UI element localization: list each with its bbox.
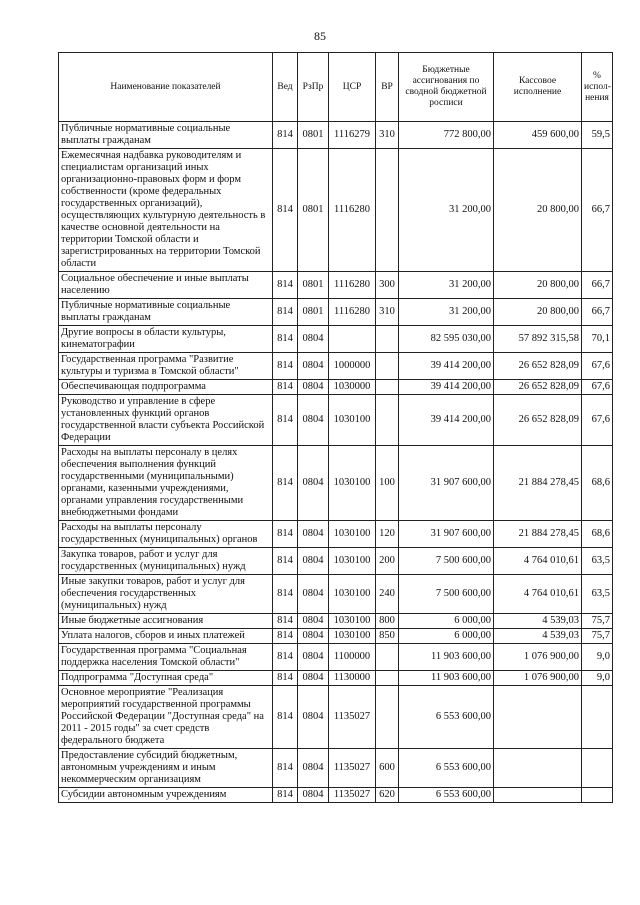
cell-vr: 240 [376,575,399,614]
table-row [59,380,613,395]
cell-csr: 1100000 [329,644,376,671]
header-pct: % испол-нения [582,53,613,122]
cell-vr [376,686,399,749]
table-row [59,788,613,803]
header-budget: Бюджетные ассигнования по сводной бюджетной росписи [399,53,494,122]
cell-pct: 67,6 [582,353,613,380]
cell-cash: 26 652 828,09 [494,380,582,395]
page-number: 85 [314,29,326,43]
cell-rzpr: 0804 [298,380,329,395]
table-row [59,749,613,788]
cell-name: Социальное обеспечение и иные выплаты населению [59,272,273,299]
cell-pct: 75,7 [582,614,613,629]
cell-cash: 20 800,00 [494,149,582,272]
cell-csr: 1030100 [329,446,376,521]
table-row [59,614,613,629]
cell-csr: 1116279 [329,122,376,149]
cell-name: Публичные нормативные социальные выплаты гражданам [59,299,273,326]
cell-ved: 814 [273,671,298,686]
table-row [59,629,613,644]
table-row [59,272,613,299]
cell-cash: 4 764 010,61 [494,548,582,575]
cell-name: Публичные нормативные социальные выплаты гражданам [59,122,273,149]
table-row [59,395,613,446]
cell-rzpr: 0801 [298,149,329,272]
cell-csr: 1135027 [329,788,376,803]
cell-budget: 31 200,00 [399,299,494,326]
cell-ved: 814 [273,521,298,548]
cell-csr: 1030000 [329,380,376,395]
cell-vr: 200 [376,548,399,575]
cell-ved: 814 [273,749,298,788]
cell-rzpr: 0804 [298,353,329,380]
cell-pct: 68,6 [582,521,613,548]
table-row [59,575,613,614]
cell-cash: 20 800,00 [494,272,582,299]
cell-csr: 1000000 [329,353,376,380]
cell-name: Расходы на выплаты персоналу в целях обеспечения выполнения функций государственными (муниципальными) органами, казенными учреждениями, органами управления государственными внебюджетными фондами [59,446,273,521]
cell-budget: 6 553 600,00 [399,686,494,749]
cell-vr: 310 [376,122,399,149]
cell-vr: 850 [376,629,399,644]
header-rzpr: РзПр [298,53,329,122]
cell-name: Уплата налогов, сборов и иных платежей [59,629,273,644]
cell-pct: 9,0 [582,671,613,686]
table-row [59,644,613,671]
cell-rzpr: 0804 [298,548,329,575]
cell-rzpr: 0804 [298,788,329,803]
table-row [59,548,613,575]
cell-vr [376,395,399,446]
cell-ved: 814 [273,788,298,803]
cell-vr: 100 [376,446,399,521]
header-cash: Кассовое исполнение [494,53,582,122]
cell-csr: 1116280 [329,272,376,299]
cell-rzpr: 0804 [298,326,329,353]
table-row [59,686,613,749]
cell-cash: 21 884 278,45 [494,521,582,548]
table-row [59,671,613,686]
cell-ved: 814 [273,629,298,644]
cell-vr: 300 [376,272,399,299]
cell-ved: 814 [273,644,298,671]
header-name: Наименование показателей [59,53,273,122]
cell-cash: 4 539,03 [494,614,582,629]
cell-budget: 31 907 600,00 [399,521,494,548]
cell-vr: 800 [376,614,399,629]
cell-pct: 59,5 [582,122,613,149]
cell-budget: 39 414 200,00 [399,395,494,446]
cell-cash: 21 884 278,45 [494,446,582,521]
cell-name: Государственная программа "Развитие культуры и туризма в Томской области" [59,353,273,380]
cell-rzpr: 0804 [298,686,329,749]
table-row [59,446,613,521]
table-row [59,326,613,353]
cell-ved: 814 [273,272,298,299]
cell-vr [376,353,399,380]
header-vr: ВР [376,53,399,122]
cell-ved: 814 [273,122,298,149]
cell-name: Расходы на выплаты персоналу государственных (муниципальных) органов [59,521,273,548]
cell-budget: 6 553 600,00 [399,749,494,788]
cell-rzpr: 0801 [298,122,329,149]
cell-csr: 1030100 [329,629,376,644]
cell-pct: 75,7 [582,629,613,644]
cell-pct: 63,5 [582,548,613,575]
cell-name: Руководство и управление в сфере установленных функций органов государственной власти субъекта Российской Федерации [59,395,273,446]
cell-vr [376,326,399,353]
cell-pct: 70,1 [582,326,613,353]
cell-csr: 1116280 [329,299,376,326]
cell-vr [376,671,399,686]
cell-ved: 814 [273,380,298,395]
cell-vr [376,149,399,272]
cell-cash: 4 764 010,61 [494,575,582,614]
cell-cash: 4 539,03 [494,629,582,644]
cell-vr: 620 [376,788,399,803]
cell-rzpr: 0804 [298,671,329,686]
cell-cash [494,749,582,788]
cell-ved: 814 [273,686,298,749]
cell-budget: 772 800,00 [399,122,494,149]
cell-csr: 1135027 [329,686,376,749]
cell-csr [329,326,376,353]
cell-name: Другие вопросы в области культуры, кинематографии [59,326,273,353]
cell-budget: 6 000,00 [399,629,494,644]
cell-budget: 31 907 600,00 [399,446,494,521]
cell-rzpr: 0804 [298,614,329,629]
cell-pct [582,686,613,749]
cell-name: Подпрограмма "Доступная среда" [59,671,273,686]
cell-pct: 67,6 [582,380,613,395]
cell-cash: 26 652 828,09 [494,395,582,446]
cell-vr: 600 [376,749,399,788]
cell-ved: 814 [273,149,298,272]
cell-cash: 459 600,00 [494,122,582,149]
table-row [59,353,613,380]
table-row [59,149,613,272]
table-row [59,299,613,326]
cell-cash [494,686,582,749]
cell-vr: 120 [376,521,399,548]
cell-name: Субсидии автономным учреждениям [59,788,273,803]
cell-cash: 26 652 828,09 [494,353,582,380]
cell-pct: 63,5 [582,575,613,614]
cell-budget: 11 903 600,00 [399,671,494,686]
cell-budget: 6 000,00 [399,614,494,629]
cell-vr [376,644,399,671]
cell-budget: 6 553 600,00 [399,788,494,803]
cell-rzpr: 0804 [298,644,329,671]
cell-budget: 7 500 600,00 [399,575,494,614]
cell-rzpr: 0804 [298,395,329,446]
cell-csr: 1030100 [329,548,376,575]
table-row [59,521,613,548]
cell-ved: 814 [273,299,298,326]
table-header-row [59,53,613,122]
cell-pct [582,788,613,803]
table-body [59,122,613,803]
budget-table [58,52,613,803]
cell-cash: 57 892 315,58 [494,326,582,353]
cell-name: Иные бюджетные ассигнования [59,614,273,629]
cell-name: Государственная программа "Социальная поддержка населения Томской области" [59,644,273,671]
cell-csr: 1030100 [329,614,376,629]
cell-pct [582,749,613,788]
cell-rzpr: 0804 [298,629,329,644]
cell-cash: 1 076 900,00 [494,671,582,686]
cell-csr: 1030100 [329,521,376,548]
cell-name: Закупка товаров, работ и услуг для государственных (муниципальных) нужд [59,548,273,575]
table-row [59,122,613,149]
cell-budget: 31 200,00 [399,272,494,299]
cell-cash [494,788,582,803]
header-csr: ЦСР [329,53,376,122]
cell-ved: 814 [273,575,298,614]
cell-csr: 1135027 [329,749,376,788]
cell-rzpr: 0804 [298,446,329,521]
cell-name: Иные закупки товаров, работ и услуг для обеспечения государственных (муниципальных) нужд [59,575,273,614]
cell-ved: 814 [273,395,298,446]
cell-rzpr: 0804 [298,575,329,614]
cell-pct: 68,6 [582,446,613,521]
cell-budget: 82 595 030,00 [399,326,494,353]
cell-cash: 20 800,00 [494,299,582,326]
cell-budget: 39 414 200,00 [399,380,494,395]
cell-pct: 66,7 [582,299,613,326]
cell-pct: 66,7 [582,149,613,272]
cell-ved: 814 [273,353,298,380]
cell-name: Обеспечивающая подпрограмма [59,380,273,395]
cell-name: Предоставление субсидий бюджетным, автономным учреждениям и иным некоммерческим организациям [59,749,273,788]
cell-csr: 1030100 [329,575,376,614]
header-ved: Вед [273,53,298,122]
cell-ved: 814 [273,548,298,575]
cell-name: Основное мероприятие "Реализация мероприятий государственной программы Российской Федерации "Доступная среда" на 2011 - 2015 годы" за счет средств федерального бюджета [59,686,273,749]
cell-rzpr: 0804 [298,749,329,788]
cell-name: Ежемесячная надбавка руководителям и специалистам организаций иных организационно-правовых форм и форм собственности (кроме федеральных государственных организаций), осуществляющих культурную деятельность в качестве основной деятельности на территории Томской области и зарегистрированных на территории Томской области [59,149,273,272]
cell-pct: 66,7 [582,272,613,299]
cell-csr: 1130000 [329,671,376,686]
cell-budget: 7 500 600,00 [399,548,494,575]
cell-csr: 1030100 [329,395,376,446]
cell-cash: 1 076 900,00 [494,644,582,671]
cell-rzpr: 0801 [298,299,329,326]
cell-budget: 11 903 600,00 [399,644,494,671]
cell-csr: 1116280 [329,149,376,272]
cell-rzpr: 0804 [298,521,329,548]
cell-ved: 814 [273,326,298,353]
cell-pct: 67,6 [582,395,613,446]
cell-ved: 814 [273,614,298,629]
cell-ved: 814 [273,446,298,521]
cell-rzpr: 0801 [298,272,329,299]
cell-budget: 31 200,00 [399,149,494,272]
cell-vr [376,380,399,395]
cell-pct: 9,0 [582,644,613,671]
cell-vr: 310 [376,299,399,326]
cell-budget: 39 414 200,00 [399,353,494,380]
